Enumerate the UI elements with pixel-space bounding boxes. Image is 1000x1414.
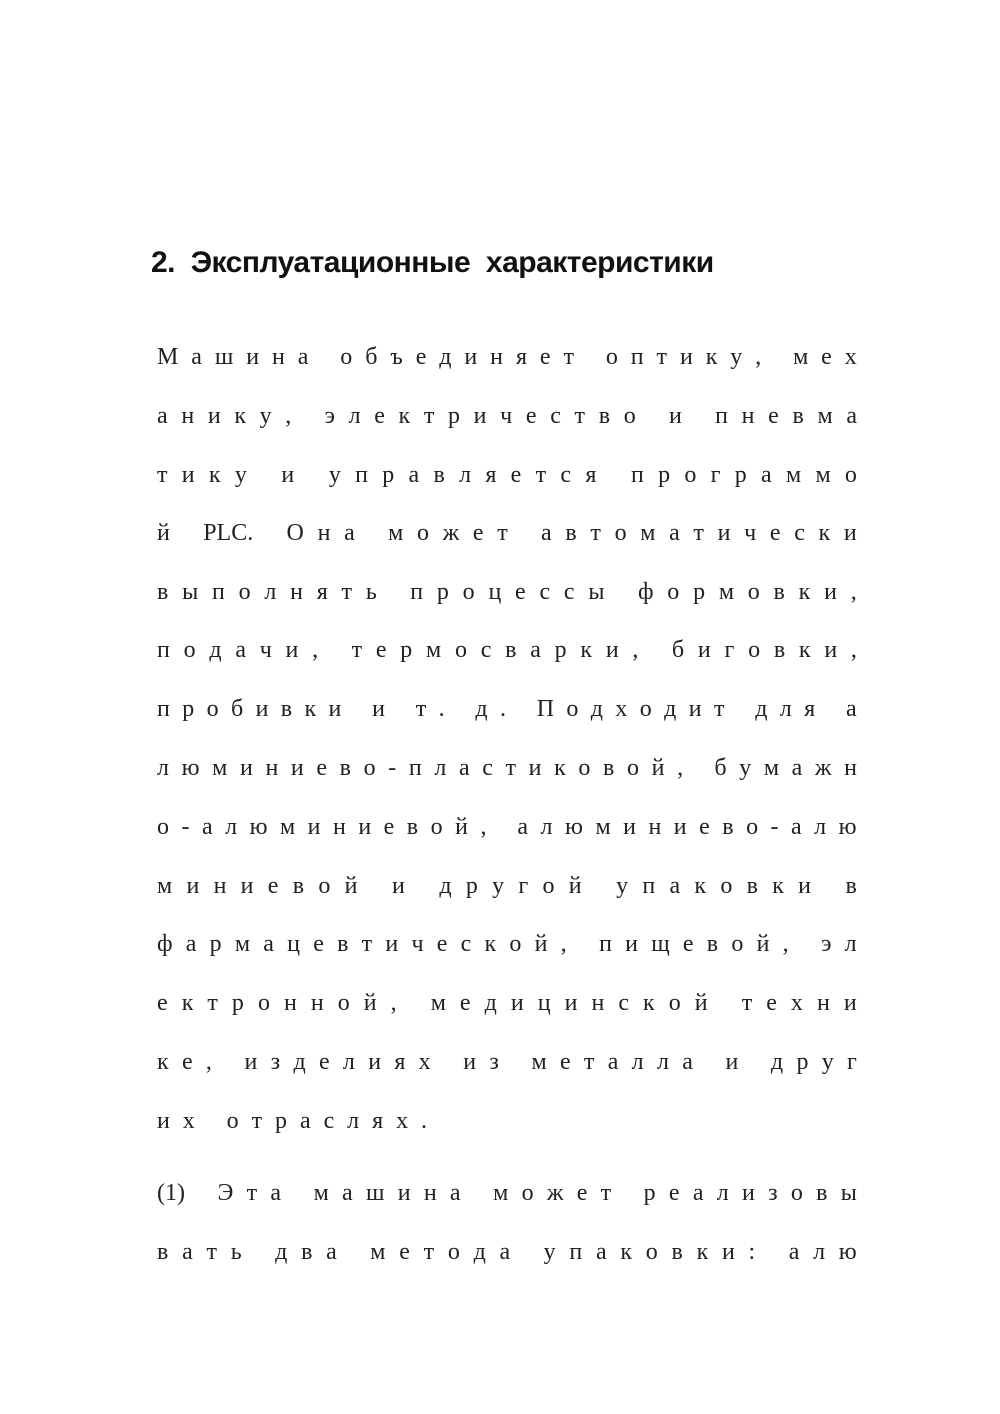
text-line: в ы п о л н я т ь п р о ц е с с ы ф о р м о в к и , [157, 578, 857, 605]
text-line: о - а л ю м и н и е в о й , а л ю м и н и е в о - а л ю [157, 813, 857, 840]
text-line: в а т ь д в а м е т о д а у п а к о в к и : а л ю [157, 1238, 857, 1265]
text-line: М а ш и н а о б ъ е д и н я е т о п т и к у , м е х [157, 343, 857, 370]
text-line: л ю м и н и е в о - п л а с т и к о в о й , б у м а ж н [157, 754, 857, 781]
text-line: т и к у и у п р а в л я е т с я п р о г р а м м о [157, 461, 857, 488]
text-line: е к т р о н н о й , м е д и ц и н с к о й т е х н и [157, 989, 857, 1016]
text-line: ф а р м а ц е в т и ч е с к о й , п и щ е в о й , э л [157, 930, 857, 957]
text-line: п о д а ч и , т е р м о с в а р к и , б и г о в к и , [157, 636, 857, 663]
text-line: м и н и е в о й и д р у г о й у п а к о в к и в [157, 872, 857, 899]
text-line: й PLC. О н а м о ж е т а в т о м а т и ч е с к и [157, 519, 857, 546]
text-line: п р о б и в к и и т . д . П о д х о д и т д л я а [157, 695, 857, 722]
text-line: к е , и з д е л и я х и з м е т а л л а и д р у г [157, 1048, 857, 1075]
text-line: а н и к у , э л е к т р и ч е с т в о и п н е в м а [157, 402, 857, 429]
text-line: и х о т р а с л я х . [157, 1107, 427, 1134]
text-line: (1) Э т а м а ш и н а м о ж е т р е а л и з о в ы [157, 1179, 857, 1206]
section-heading: 2. Эксплуатационные характеристики [151, 246, 714, 279]
